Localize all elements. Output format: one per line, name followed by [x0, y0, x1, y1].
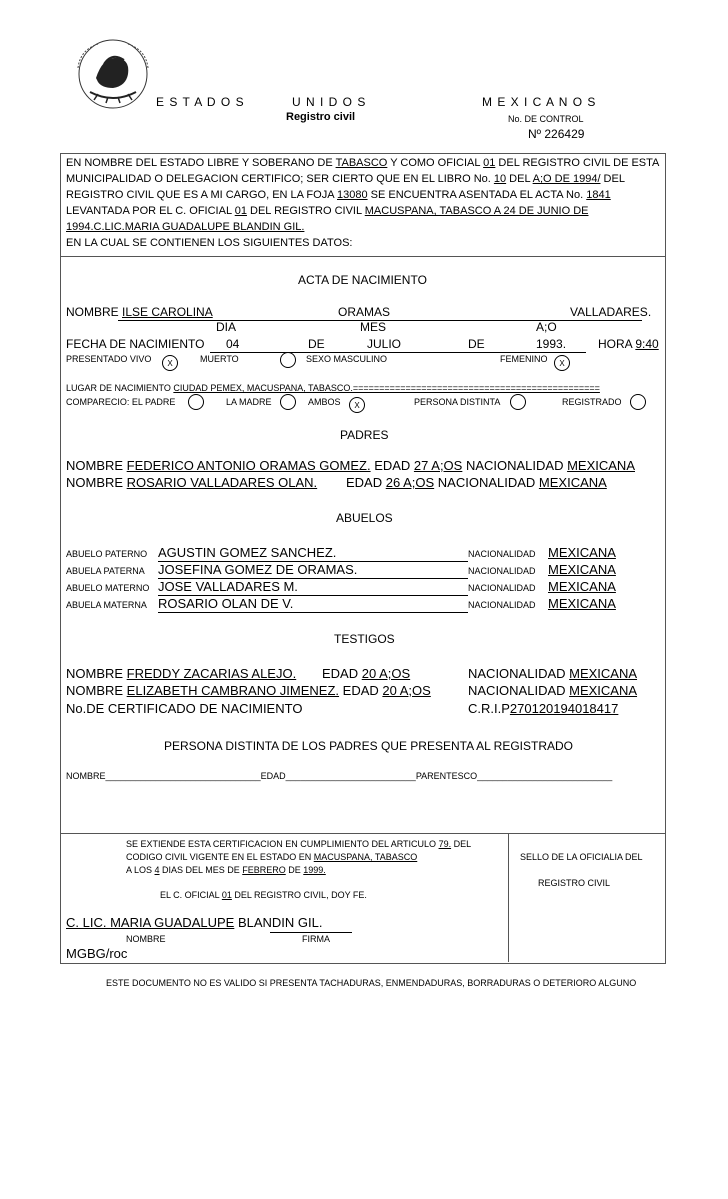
firma-label: FIRMA — [302, 934, 330, 944]
cert-label: No.DE CERTIFICADO DE NACIMIENTO — [66, 701, 303, 716]
abuelo-name-0: AGUSTIN GOMEZ SANCHEZ. — [158, 545, 337, 560]
footer-notice: ESTE DOCUMENTO NO ES VALIDO SI PRESENTA TACHADURAS, ENMENDADURAS, BORRADURAS O DETERIORO ALGUNO — [106, 978, 637, 988]
vivo-mark: X — [162, 355, 178, 371]
madre-label: LA MADRE — [226, 397, 272, 407]
mother-row: NOMBRE ROSARIO VALLADARES OLAN. — [66, 475, 318, 490]
madre-circle — [280, 394, 296, 410]
cert-line-2: CODIGO CIVIL VIGENTE EN EL ESTADO EN MACUSPANA, TABASCO — [126, 852, 418, 862]
name-row: NOMBRE ILSE CAROLINA — [66, 305, 213, 319]
seal-label-2: REGISTRO CIVIL — [538, 878, 611, 888]
abuelo-nac-label-3: NACIONALIDAD — [468, 600, 536, 610]
surname-maternal: VALLADARES. — [570, 305, 652, 319]
abuelos-title: ABUELOS — [336, 511, 393, 525]
witness-1-age: EDAD 20 A;OS — [322, 666, 411, 681]
intro-line-6: EN LA CUAL SE CONTIENEN LOS SIGUIENTES DATOS: — [66, 237, 353, 249]
abuelo-nac-label-1: NACIONALIDAD — [468, 566, 536, 576]
intro-line-4: LEVANTADA POR EL C. OFICIAL 01 DEL REGISTRO CIVIL MACUSPANA, TABASCO A 24 DE JUNIO DE — [66, 205, 589, 217]
abuelo-nac-3: MEXICANA — [548, 596, 616, 611]
femenino-label: FEMENINO — [500, 354, 548, 364]
birth-day: 04 — [226, 337, 240, 351]
header-word-estados: E S T A D O S — [156, 95, 245, 109]
office-title: Registro civil — [286, 111, 356, 123]
abuelo-label-3: ABUELA MATERNA — [66, 600, 147, 610]
comparecio-label: COMPARECIO: EL PADRE — [66, 397, 176, 407]
witness-1-nationality: NACIONALIDAD MEXICANA — [468, 666, 638, 681]
abuelo-nac-2: MEXICANA — [548, 579, 616, 594]
father-row: NOMBRE FEDERICO ANTONIO ORAMAS GOMEZ. EDAD 27 A;OS NACIONALIDAD MEXICANA — [66, 458, 635, 473]
de-label-2: DE — [468, 337, 485, 351]
intro-line-1: EN NOMBRE DEL ESTADO LIBRE Y SOBERANO DE TABASCO Y COMO OFICIAL 01 DEL REGISTRO CIVIL DE ESTA — [66, 157, 660, 169]
abuelo-name-3: ROSARIO OLAN DE V. — [158, 596, 294, 611]
padres-title: PADRES — [340, 428, 389, 442]
mother-age-nationality: EDAD 26 A;OS NACIONALIDAD MEXICANA — [346, 475, 607, 490]
abuelo-label-1: ABUELA PATERNA — [66, 566, 145, 576]
abuelo-underline-3 — [158, 612, 468, 613]
abuelo-label-2: ABUELO MATERNO — [66, 583, 150, 593]
signature-line — [270, 932, 352, 933]
persona-distinta-circle — [510, 394, 526, 410]
birth-label: FECHA DE NACIMIENTO — [66, 337, 205, 351]
abuelo-nac-label-0: NACIONALIDAD — [468, 549, 536, 559]
ambos-mark: X — [349, 397, 365, 413]
surname-paternal: ORAMAS — [338, 305, 391, 319]
intro-line-2: MUNICIPALIDAD O DELEGACION CERTIFICO; SER CIERTO QUE EN EL LIBRO No. 10 DEL A;O DE 1994/ DEL — [66, 173, 625, 185]
intro-line-5: 1994.C.LIC.MARIA GUADALUPE BLANDIN GIL. — [66, 221, 305, 233]
abuelo-name-2: JOSE VALLADARES M. — [158, 579, 298, 594]
initials: MGBG/roc — [66, 946, 128, 961]
ano-label: A;O — [536, 320, 557, 334]
abuelo-nac-0: MEXICANA — [548, 545, 616, 560]
control-label: No. DE CONTROL — [508, 114, 584, 124]
acta-title: ACTA DE NACIMIENTO — [298, 273, 427, 287]
header-word-mexicanos: M E X I C A N O S — [482, 95, 597, 109]
intro-line-3: REGISTRO CIVIL QUE ES A MI CARGO, EN LA FOJA 13080 SE ENCUENTRA ASENTADA EL ACTA No. 1841 — [66, 189, 611, 201]
ambos-label: AMBOS — [308, 397, 341, 407]
cert-line-4: EL C. OFICIAL 01 DEL REGISTRO CIVIL, DOY FE. — [160, 890, 367, 900]
sexo-masculino-label: SEXO MASCULINO — [306, 354, 388, 364]
header-word-unidos: U N I D O S — [292, 95, 367, 109]
muerto-label: MUERTO — [200, 354, 239, 364]
abuelo-nac-label-2: NACIONALIDAD — [468, 583, 536, 593]
nombre-label: NOMBRE — [126, 934, 166, 944]
birth-month: JULIO — [367, 337, 402, 351]
muerto-circle — [280, 352, 296, 368]
witness-2-name: NOMBRE ELIZABETH CAMBRANO JIMENEZ. EDAD 20 A;OS — [66, 683, 431, 698]
testigos-title: TESTIGOS — [334, 632, 395, 646]
witness-1-name: NOMBRE FREDDY ZACARIAS ALEJO. — [66, 666, 297, 681]
registrado-circle — [630, 394, 646, 410]
abuelo-label-0: ABUELO PATERNO — [66, 549, 148, 559]
birth-year: 1993. — [536, 337, 567, 351]
date-underline — [210, 352, 586, 353]
cert-line-3: A LOS 4 DIAS DEL MES DE FEBRERO DE 1999. — [126, 865, 326, 875]
persona-distinta-title: PERSONA DISTINTA DE LOS PADRES QUE PRESENTA AL REGISTRADO — [164, 739, 573, 753]
witness-2-nationality: NACIONALIDAD MEXICANA — [468, 683, 638, 698]
cert-line-1: SE EXTIENDE ESTA CERTIFICACION EN CUMPLIMIENTO DEL ARTICULO 79. DEL — [126, 839, 472, 849]
de-label-1: DE — [308, 337, 325, 351]
presentado-vivo-label: PRESENTADO VIVO — [66, 354, 152, 364]
abuelo-name-1: JOSEFINA GOMEZ DE ORAMAS. — [158, 562, 358, 577]
femenino-mark: X — [554, 355, 570, 371]
dia-label: DIA — [216, 320, 237, 334]
mes-label: MES — [360, 320, 387, 334]
birth-hour: HORA 9:40 — [598, 337, 659, 351]
officer-name: C. LIC. MARIA GUADALUPE BLANDIN GIL. — [66, 915, 323, 930]
abuelo-nac-1: MEXICANA — [548, 562, 616, 577]
lugar-row: LUGAR DE NACIMIENTO CIUDAD PEMEX, MACUSPANA, TABASCO.=============================================== — [66, 383, 600, 393]
padre-circle — [188, 394, 204, 410]
persona-distinta-label: PERSONA DISTINTA — [414, 397, 501, 407]
crip-value: C.R.I.P270120194018417 — [468, 701, 619, 716]
registrado-label: REGISTRADO — [562, 397, 622, 407]
seal-divider — [508, 833, 509, 962]
control-number: Nº 226429 — [528, 127, 585, 141]
national-seal-image — [68, 38, 158, 110]
seal-label-1: SELLO DE LA OFICIALIA DEL — [520, 852, 643, 862]
persona-distinta-line: NOMBRE_______________________________EDAD__________________________PARENTESCO___________________________ — [66, 771, 613, 781]
